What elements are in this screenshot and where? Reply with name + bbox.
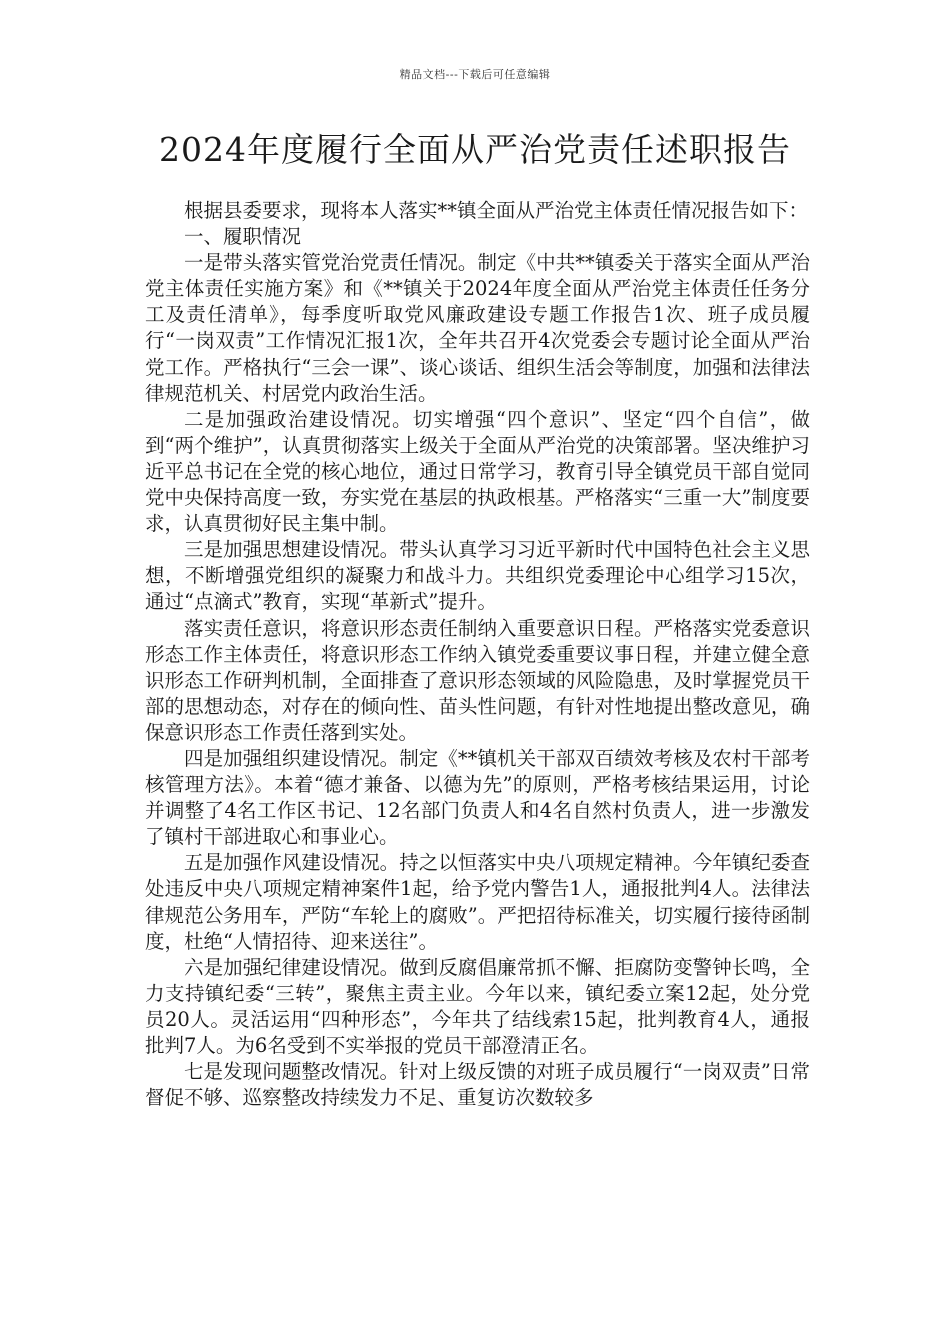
document-body [145,198,810,1111]
paragraph: 六是加强纪律建设情况。做到反腐倡廉常抓不懈、拒腐防变警钟长鸣，全力支持镇纪委“三转”，聚焦主责主业。今年以来，镇纪委立案12起，处分党员20人。灵活运用“四种形态”，今年共了结线索15起，批判教育4人，通报批判7人。为6名受到不实举报的党员干部澄清正名。 [145,955,810,1057]
section-heading: 一、履职情况 [184,225,302,249]
paragraph: 二是加强政治建设情况。切实增强“四个意识”、坚定“四个自信”，做到“两个维护”，认真贯彻落实上级关于全面从严治党的决策部署。坚决维护习近平总书记在全党的核心地位，通过日常学习，教育引导全镇党员干部自觉同党中央保持高度一致，夯实党在基层的执政根基。严格落实“三重一大”制度要求，认真贯彻好民主集中制。 [145,407,810,536]
paragraph: 落实责任意识，将意识形态责任制纳入重要意识日程。严格落实党委意识形态工作主体责任，将意识形态工作纳入镇党委重要议事日程，并建立健全意识形态工作研判机制，全面排查了意识形态领域的风险隐患，及时掌握党员干部的思想动态，对存在的倾向性、苗头性问题，有针对性地提出整改意见，确保意识形态工作责任落到实处。 [145,616,810,744]
paragraph-intro: 根据县委要求，现将本人落实**镇全面从严治党主体责任情况报告如下： [184,199,809,222]
paragraph: 三是加强思想建设情况。带头认真学习习近平新时代中国特色社会主义思想，不断增强党组织的凝聚力和战斗力。共组织党委理论中心组学习15次，通过“点滴式”教育，实现“革新式”提升。 [145,538,810,614]
paragraph: 一是带头落实管党治党责任情况。制定《中共**镇委关于落实全面从严治党主体责任实施方案》和《**镇关于2024年度全面从严治党主体责任任务分工及责任清单》，每季度听取党风廉政建设专题工作报告1次、班子成员履行“一岗双责”工作情况汇报1次，全年共召开4次党委会专题讨论全面从严治党工作。严格执行“三会一课”、谈心谈话、组织生活会等制度，加强和法律法律规范机关、村居党内政治生活。 [145,251,810,405]
document-title: 2024年度履行全面从严治党责任述职报告 [159,130,791,169]
paragraph: 五是加强作风建设情况。持之以恒落实中央八项规定精神。今年镇纪委查处违反中央八项规定精神案件1起，给予党内警告1人，通报批判4人。法律法律规范公务用车，严防“车轮上的腐败”。严把招待标准关，切实履行接待函制度，杜绝“人情招待、迎来送往”。 [145,851,810,953]
paragraph: 四是加强组织建设情况。制定《**镇机关干部双百绩效考核及农村干部考核管理方法》。本着“德才兼备、以德为先”的原则，严格考核结果运用，讨论并调整了4名工作区书记、12名部门负责人和4名自然村负责人，进一步激发了镇村干部进取心和事业心。 [145,746,810,849]
header-note: 精品文档---下载后可任意编辑 [399,68,551,81]
paragraph: 七是发现问题整改情况。针对上级反馈的对班子成员履行“一岗双责”日常督促不够、巡察整改持续发力不足、重复访次数较多 [145,1060,810,1110]
